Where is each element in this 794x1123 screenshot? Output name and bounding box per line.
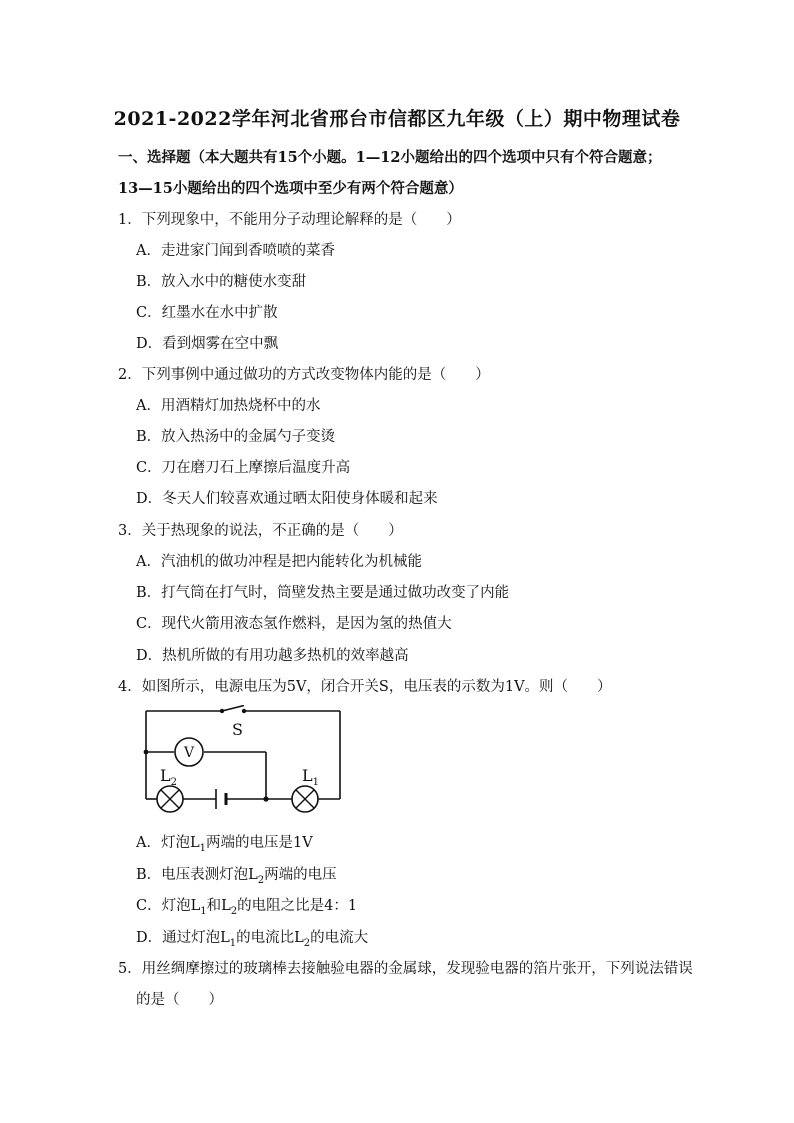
junction-left: [144, 750, 149, 755]
question-4-option-b: B．电压表测灯泡$L_2$两端的电压: [136, 867, 337, 886]
question-4-option-d: D．通过灯泡$L_1$的电流比$L_2$的电流大: [136, 930, 369, 949]
voltmeter-label: V: [183, 745, 195, 761]
lamp-l1-icon: [292, 786, 318, 812]
switch-contact-left: [220, 709, 224, 713]
switch-blade: [222, 706, 244, 712]
question-3-option-b: B．打气筒在打气时，筒壁发热主要是通过做功改变了内能: [136, 585, 510, 601]
junction-bottom: [263, 796, 268, 801]
question-3-option-d: D．热机所做的有用功越多热机的效率越高: [136, 648, 409, 664]
question-1-option-b: B．放入水中的糖使水变甜: [136, 274, 307, 290]
question-5-stem: 5．用丝绸摩擦过的玻璃棒去接触验电器的金属球，发现验电器的箔片张开，下列说法错误: [118, 961, 693, 977]
question-1-option-a: A．走进家门闻到香喷喷的菜香: [136, 243, 335, 259]
page-title: 2021-2022学年河北省邢台市信都区九年级（上）期中物理试卷: [113, 108, 681, 130]
circuit-diagram: [140, 705, 350, 817]
battery-icon: [216, 789, 226, 809]
lamp-l1-label: $L_1$: [302, 766, 319, 788]
question-5-stem-continued: 的是（ ）: [136, 992, 223, 1008]
question-2-option-b: B．放入热汤中的金属勺子变烫: [136, 429, 336, 445]
question-3-stem: 3．关于热现象的说法，不正确的是（ ）: [118, 523, 403, 539]
switch-contact-right: [242, 709, 246, 713]
section-heading-line2: 13—15小题给出的四个选项中至少有两个符合题意）: [118, 180, 463, 197]
question-2-option-d: D．冬天人们较喜欢通过晒太阳使身体暖和起来: [136, 491, 438, 507]
question-1-option-d: D．看到烟雾在空中飘: [136, 336, 279, 352]
question-1-option-c: C．红墨水在水中扩散: [136, 305, 278, 321]
lamp-l2-icon: [157, 786, 183, 812]
question-3-option-a: A．汽油机的做功冲程是把内能转化为机械能: [136, 554, 422, 570]
question-4-option-a: A．灯泡$L_1$两端的电压是1V: [136, 835, 313, 854]
lamp-l2-label: $L_2$: [160, 766, 177, 788]
question-2-option-a: A．用酒精灯加热烧杯中的水: [136, 398, 321, 414]
question-2-stem: 2．下列事例中通过做功的方式改变物体内能的是（ ）: [118, 367, 490, 383]
switch-label: S: [232, 720, 243, 739]
question-4-option-c: C．灯泡$L_1$和$L_2$的电阻之比是4：1: [136, 898, 358, 917]
question-3-option-c: C．现代火箭用液态氢作燃料，是因为氢的热值大: [136, 616, 452, 632]
section-heading-line1: 一、选择题（本大题共有15个小题。1—12小题给出的四个选项中只有个符合题意；: [118, 149, 662, 166]
question-2-option-c: C．刀在磨刀石上摩擦后温度升高: [136, 460, 351, 476]
question-1-stem: 1．下列现象中，不能用分子动理论解释的是（ ）: [118, 212, 461, 228]
question-4-stem: 4．如图所示，电源电压为5V，闭合开关S，电压表的示数为1V。则（ ）: [118, 679, 612, 695]
